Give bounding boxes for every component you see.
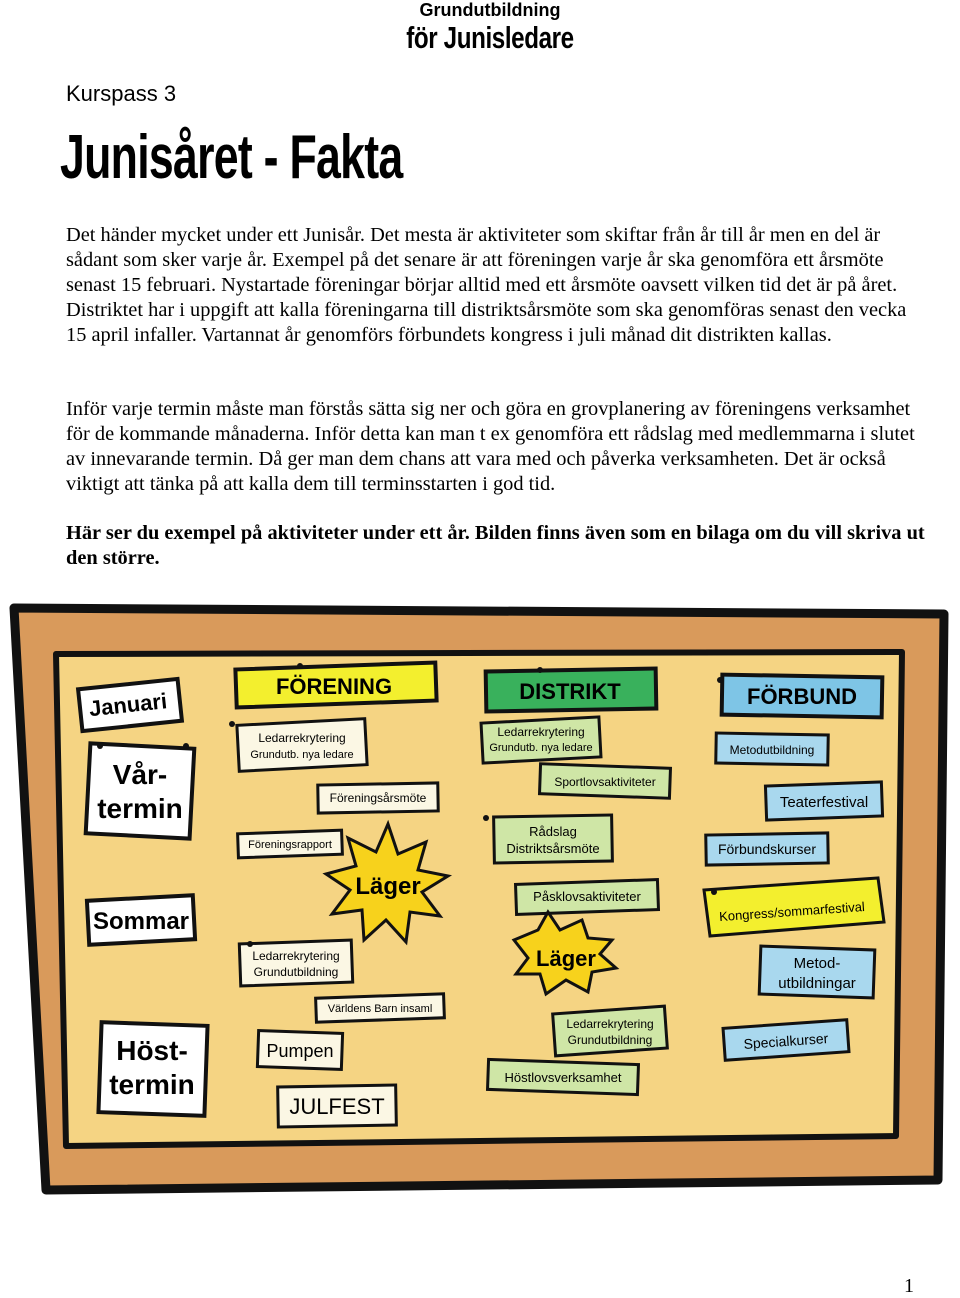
note-forening-ledarrekrytering [237, 719, 367, 772]
note-foreningsarsmote [318, 783, 438, 813]
label-host: Höst- [116, 1035, 188, 1066]
paragraph-planning: Inför varje termin måste man förstås sätta sig ner och göra en grovplanering av föreningens verksamhet för de kommande månaderna. Inför detta kan man t ex genomföra ett rådslag med medlemmarna i slutet av innevarande termin. Då ger man dem chans att vara med och påverka verksamheten. Det är också viktigt att tänka på att kalla dem till terminsstarten i god tid. [66, 398, 915, 495]
note-distrikt-ledarrekrytering-2 [553, 1006, 668, 1056]
svg-text:Distriktsårsmöte: Distriktsårsmöte [506, 841, 600, 856]
label-lager-forening: Läger [355, 873, 421, 900]
note-varldens-barn [316, 994, 445, 1022]
banner-forbund [722, 675, 883, 718]
svg-text:JULFEST: JULFEST [289, 1094, 385, 1119]
note-pasklov [516, 880, 659, 915]
note-distrikt-ledarrekrytering [481, 717, 601, 763]
svg-text:Grundutb. nya ledare: Grundutb. nya ledare [489, 742, 593, 754]
page-title: Junisåret - Fakta [60, 123, 403, 192]
kurspass-label: Kurspass 3 [66, 81, 177, 106]
note-januari [78, 679, 182, 731]
svg-text:Teaterfestival: Teaterfestival [779, 794, 869, 811]
svg-text:Ledarrekrytering: Ledarrekrytering [497, 725, 585, 739]
svg-text:Grundutb. nya ledare: Grundutb. nya ledare [250, 749, 354, 761]
banner-forbund-text: FÖRBUND [747, 684, 857, 709]
svg-text:utbildningar: utbildningar [778, 975, 856, 992]
svg-text:Ledarrekrytering: Ledarrekrytering [566, 1017, 654, 1031]
svg-text:Specialkurser: Specialkurser [743, 1030, 829, 1052]
note-hostterm [98, 1022, 207, 1116]
paragraph-example: Här ser du exempel på aktiviteter under ett år. Bilden finns även som en bilaga om du vill skriva ut den större. [66, 522, 925, 569]
note-forening-ledarrekrytering-2 [239, 940, 352, 986]
svg-text:Metodutbildning: Metodutbildning [729, 743, 815, 757]
svg-text:Förbundskurser: Förbundskurser [717, 841, 817, 857]
note-sommar [87, 895, 195, 944]
note-hostlov [488, 1059, 639, 1094]
banner-forening [235, 663, 436, 708]
note-radslag [494, 815, 613, 863]
note-julfest [278, 1085, 397, 1127]
svg-text:Rådslag: Rådslag [529, 824, 577, 839]
header-title: för Junisledare [406, 20, 574, 55]
label-var-termin: termin [97, 793, 183, 824]
svg-text:Metod-: Metod- [793, 955, 841, 972]
svg-text:Påsklovsaktiviteter: Påsklovsaktiviteter [533, 889, 641, 904]
label-sommar: Sommar [92, 908, 190, 935]
svg-text:Ledarrekrytering: Ledarrekrytering [252, 949, 340, 963]
svg-text:Världens Barn insaml: Världens Barn insaml [327, 1003, 433, 1015]
svg-text:Föreningsrapport: Föreningsrapport [248, 839, 332, 851]
label-lager-distrikt: Läger [536, 946, 596, 971]
header-subtitle: Grundutbildning [419, 0, 561, 20]
banner-distrikt-text: DISTRIKT [519, 679, 621, 704]
banner-forening-text: FÖRENING [275, 674, 393, 699]
label-var: Vår- [112, 759, 168, 790]
svg-text:Kongress/sommarfestival: Kongress/sommarfestival [718, 898, 866, 925]
note-specialkurser [723, 1020, 849, 1061]
note-forbundskurser [706, 833, 829, 865]
note-sportlov [540, 764, 671, 799]
svg-text:Pumpen: Pumpen [266, 1041, 334, 1061]
note-metodutbildningar [759, 946, 875, 998]
svg-text:Grundutbildning: Grundutbildning [567, 1033, 653, 1047]
banner-distrikt [486, 669, 657, 712]
svg-text:Grundutbildning: Grundutbildning [253, 965, 339, 979]
svg-text:Höstlovsverksamhet: Höstlovsverksamhet [504, 1070, 622, 1085]
paragraph-intro: Det händer mycket under ett Junisår. Det mesta är aktiviteter som skiftar från år till år men en del är sådant som sker varje år. Exempel på det senare är att föreningen varje år ska genomföra ett årsmöte senast 15 februari. Nystartade föreningar börjar alltid med ett årsmöte oavsett vilken tid det är på året. Distriktet har i uppgift att kalla föreningarna till distriktsårsmöte som ska genomföras senast den vecka 15 april infaller. Vartannat år genomförs förbundets kongress i juli månad dit distrikten kallas. [66, 224, 907, 346]
note-foreningsrapport [238, 830, 343, 858]
activity-board-illustration [0, 596, 960, 1196]
label-januari: Januari [87, 688, 169, 722]
svg-text:Ledarrekrytering: Ledarrekrytering [258, 731, 346, 745]
note-pumpen [257, 1031, 342, 1070]
svg-text:Sportlovsaktiviteter: Sportlovsaktiviteter [554, 775, 656, 789]
note-varterm [86, 743, 195, 838]
svg-text:Föreningsårsmöte: Föreningsårsmöte [329, 791, 427, 805]
note-teaterfestival [765, 782, 882, 820]
label-host-termin: termin [109, 1069, 195, 1100]
page-number: 1 [904, 1275, 914, 1297]
note-metodutbildning [716, 733, 829, 765]
